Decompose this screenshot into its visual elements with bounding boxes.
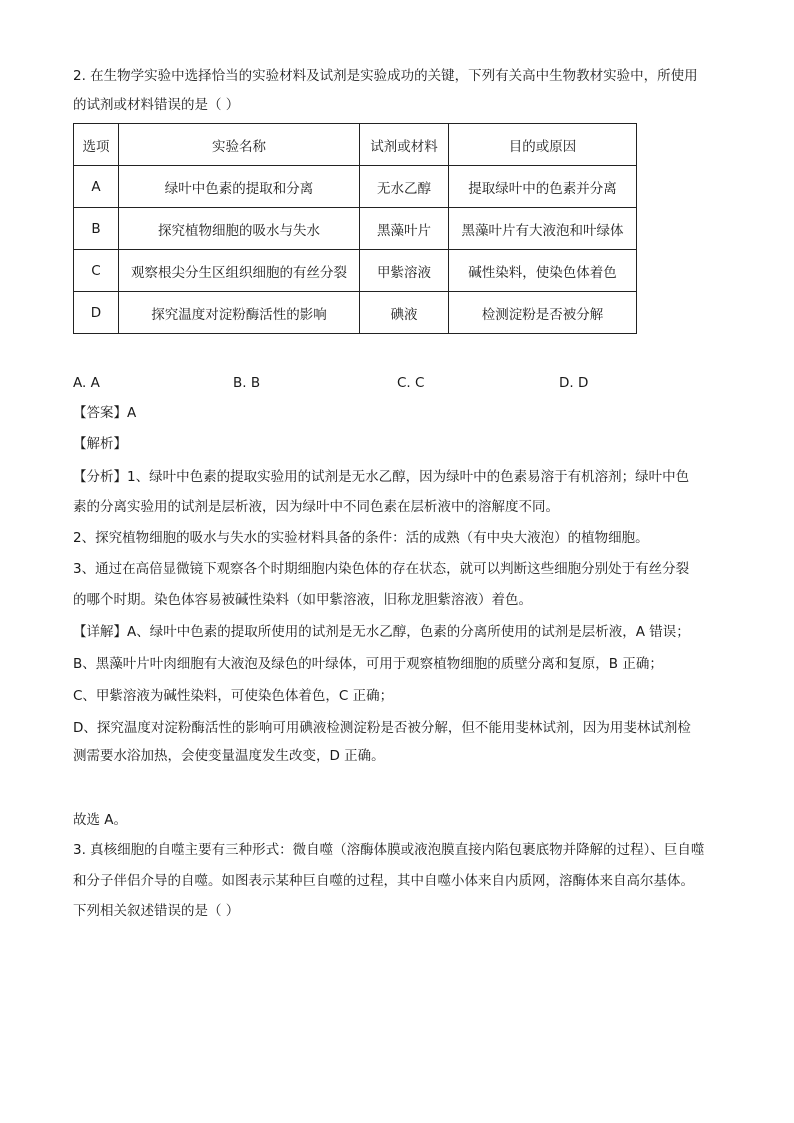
table-cell: 检测淀粉是否被分解 bbox=[449, 292, 637, 334]
table-cell: D bbox=[74, 292, 119, 334]
question-3-stem-line: 和分子伴侣介导的自噬。如图表示某种巨自噬的过程，其中自噬小体来自内质网，溶酶体来自高尔基体。 bbox=[73, 873, 694, 889]
table-cell: 黑藻叶片 bbox=[360, 208, 449, 250]
table-cell: 黑藻叶片有大液泡和叶绿体 bbox=[449, 208, 637, 250]
question-3-stem-line: 下列相关叙述错误的是（ ） bbox=[73, 903, 240, 919]
table-cell: 探究植物细胞的吸水与失水 bbox=[119, 208, 360, 250]
table-cell: B bbox=[74, 208, 119, 250]
table-cell: C bbox=[74, 250, 119, 292]
table-header-cell: 试剂或材料 bbox=[360, 124, 449, 166]
table-header-cell: 实验名称 bbox=[119, 124, 360, 166]
option-d: D. D bbox=[559, 375, 589, 391]
analysis-line: 2、探究植物细胞的吸水与失水的实验材料具备的条件：活的成熟（有中央大液泡）的植物细胞。 bbox=[73, 530, 649, 546]
option-c: C. C bbox=[397, 375, 425, 391]
conclusion: 故选 A。 bbox=[73, 812, 128, 828]
table-cell: A bbox=[74, 166, 119, 208]
option-a: A. A bbox=[73, 375, 100, 391]
detail-line: 测需要水浴加热，会使变量温度发生改变，D 正确。 bbox=[73, 748, 385, 764]
question-2-stem-line2: 的试剂或材料错误的是（ ） bbox=[73, 97, 240, 113]
table-cell: 碱性染料，使染色体着色 bbox=[449, 250, 637, 292]
table-cell: 提取绿叶中的色素并分离 bbox=[449, 166, 637, 208]
detail-line: C、甲紫溶液为碱性染料，可使染色体着色，C 正确； bbox=[73, 688, 394, 704]
question-3-stem-line: 3. 真核细胞的自噬主要有三种形式：微自噬（溶酶体膜或液泡膜直接内陷包裹底物并降解的过程）、巨自噬 bbox=[73, 842, 705, 858]
analysis-line: 3、通过在高倍显微镜下观察各个时期细胞内染色体的存在状态，就可以判断这些细胞分别处于有丝分裂 bbox=[73, 561, 690, 577]
table-row bbox=[74, 208, 637, 250]
table-cell: 观察根尖分生区组织细胞的有丝分裂 bbox=[119, 250, 360, 292]
table-cell: 甲紫溶液 bbox=[360, 250, 449, 292]
table-cell: 探究温度对淀粉酶活性的影响 bbox=[119, 292, 360, 334]
option-b: B. B bbox=[233, 375, 261, 391]
detail-line: 【详解】A、绿叶中色素的提取所使用的试剂是无水乙醇，色素的分离所使用的试剂是层析液，A 错误； bbox=[73, 624, 690, 640]
answer-label: 【答案】A bbox=[73, 405, 137, 421]
table-header-cell: 选项 bbox=[74, 124, 119, 166]
experiment-table bbox=[73, 123, 637, 334]
table-cell: 绿叶中色素的提取和分离 bbox=[119, 166, 360, 208]
table-header-cell: 目的或原因 bbox=[449, 124, 637, 166]
analysis-title: 【解析】 bbox=[73, 436, 127, 452]
table-cell: 碘液 bbox=[360, 292, 449, 334]
analysis-line: 的哪个时期。染色体容易被碱性染料（如甲紫溶液，旧称龙胆紫溶液）着色。 bbox=[73, 592, 532, 608]
analysis-line: 素的分离实验用的试剂是层析液，因为绿叶中不同色素在层析液中的溶解度不同。 bbox=[73, 499, 559, 515]
detail-line: B、黑藻叶片叶肉细胞有大液泡及绿色的叶绿体，可用于观察植物细胞的质壁分离和复原，B 正确； bbox=[73, 656, 663, 672]
analysis-line: 【分析】1、绿叶中色素的提取实验用的试剂是无水乙醇，因为绿叶中的色素易溶于有机溶剂；绿叶中色 bbox=[73, 469, 690, 485]
detail-line: D、探究温度对淀粉酶活性的影响可用碘液检测淀粉是否被分解，但不能用斐林试剂，因为用斐林试剂检 bbox=[73, 720, 691, 736]
question-2-stem-line1: 2. 在生物学实验中选择恰当的实验材料及试剂是实验成功的关键，下列有关高中生物教材实验中，所使用 bbox=[73, 68, 698, 84]
table-header-row bbox=[74, 124, 637, 166]
table-row bbox=[74, 166, 637, 208]
table-row bbox=[74, 250, 637, 292]
table-cell: 无水乙醇 bbox=[360, 166, 449, 208]
table-row bbox=[74, 292, 637, 334]
